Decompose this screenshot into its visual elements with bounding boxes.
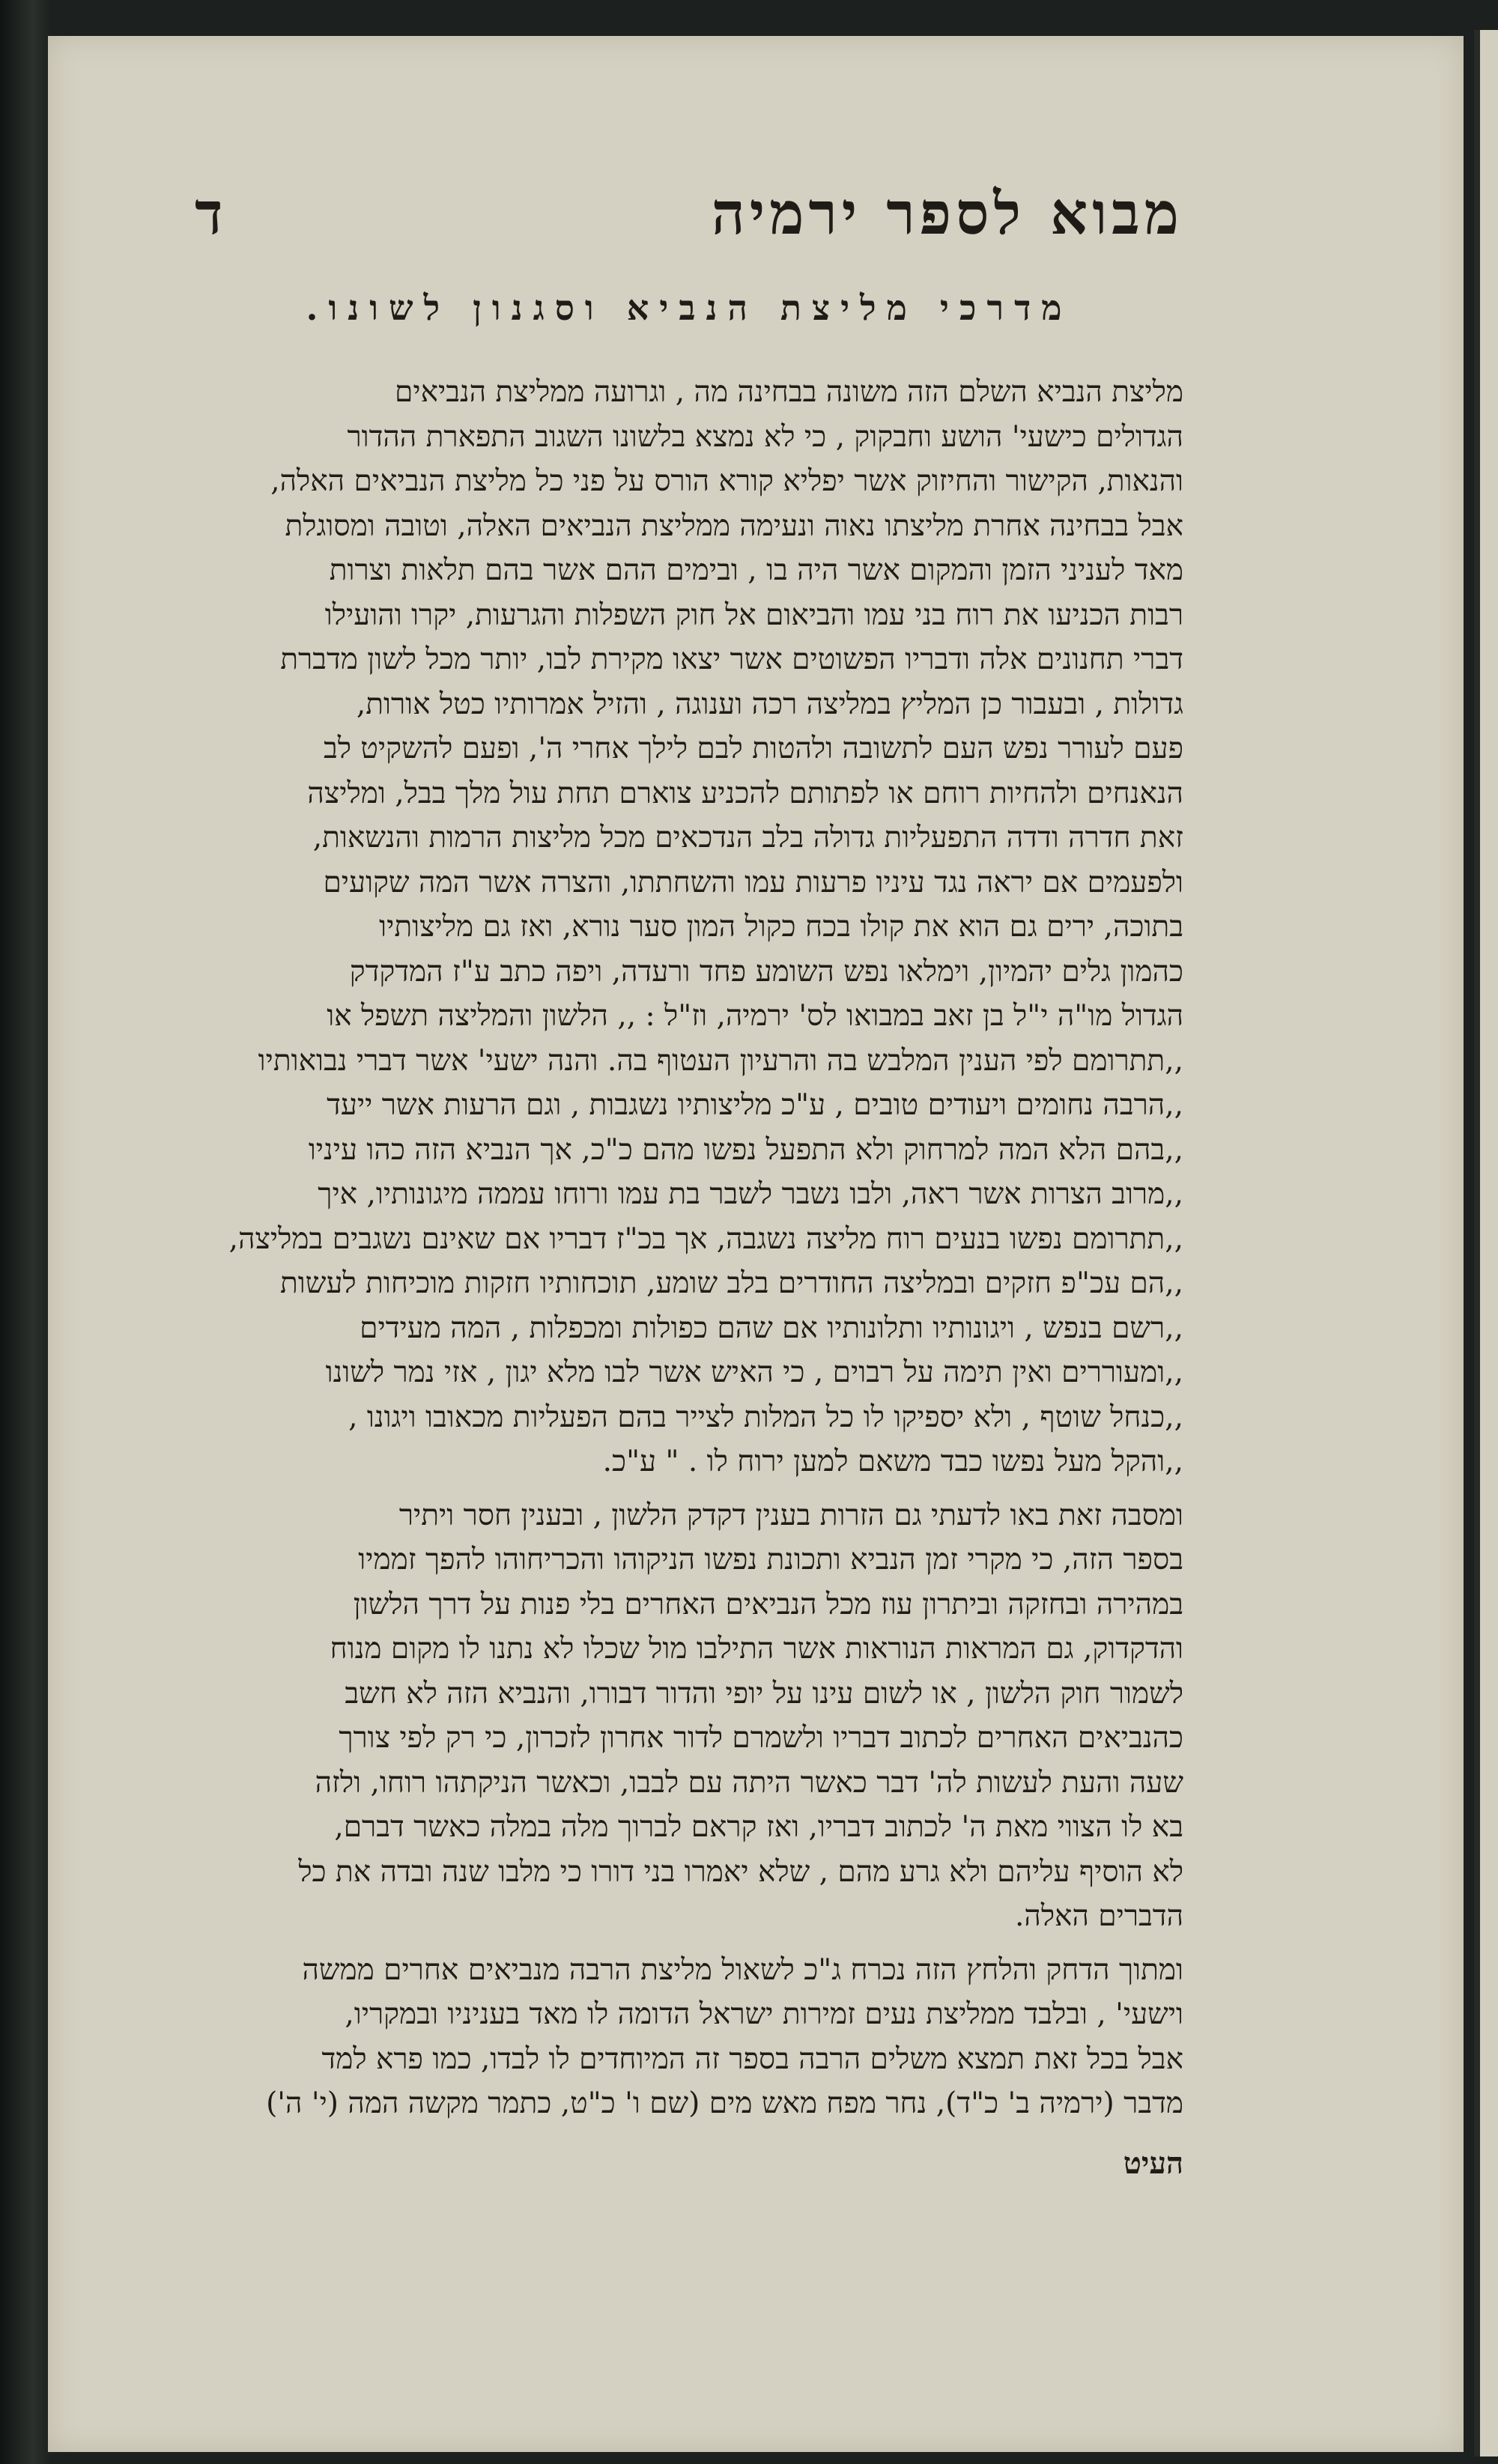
text-line: ,,תתרומם נפשו בנעים רוח מליצה נשגבה, אך בכ"ז דבריו אם שאינם נשגבים במליצה, — [228, 1222, 1183, 1256]
text-line: בספר הזה, כי מקרי זמן הנביא ותכונת נפשו הניקוהו והכריחוהו להפך זממיו — [358, 1543, 1183, 1577]
paragraph — [195, 370, 1183, 1484]
text-line: מליצת הנביא השלם הזה משונה בבחינה מה , וגרועה ממליצת הנביאים — [395, 375, 1183, 409]
adjacent-page-edge — [1474, 30, 1498, 2457]
text-line: והנאות, הקישור והחיזוק אשר יפליא קורא הורס על פני כל מליצת הנביאים האלה, — [270, 464, 1183, 498]
text-line: ומסבה זאת באו לדעתי גם הזרות בענין דקדק הלשון , ובענין חסר ויתיר — [398, 1498, 1183, 1532]
text-line: הנאנחים ולהחיות רוחם או לפתותם להכניע צוארם תחת עול מלך בבל, ומליצה — [307, 776, 1183, 810]
text-line: ,,בהם הלא המה למרחוק ולא התפעל נפשו מהם כ"כ, אך הנביא הזה כהו עיניו — [308, 1132, 1183, 1167]
text-line: וישעי' , ובלבד ממליצת נעים זמירות ישראל הדומה לו מאד בעניניו ובמקריו, — [345, 1997, 1183, 2031]
text-line: ומתוך הדחק והלחץ הזה נכרח ג"כ לשאול מליצת הרבה מנביאים אחרים ממשה — [302, 1952, 1183, 1987]
page-number-letter: ד — [195, 179, 223, 248]
text-line: ,,הם עכ"פ חזקים ובמליצה החודרים בלב שומע, תוכחותיו חזקות מוכיחות לעשות — [279, 1266, 1183, 1300]
text-line: פעם לעורר נפש העם לתשובה ולהטות לבם לילך אחרי ה', ופעם להשקיט לב — [323, 732, 1183, 765]
text-line: אבל בבחינה אחרת מליצתו נאוה ונעימה ממליצת הנביאים האלה, וטובה ומסוגלת — [285, 509, 1183, 543]
paragraph — [195, 1493, 1183, 1939]
text-line: הדברים האלה. — [1014, 1899, 1183, 1933]
text-line: הגדול מו"ה י"ל בן זאב במבואו לס' ירמיה, וז"ל : ,, הלשון והמליצה תשפל או — [327, 999, 1183, 1033]
page-title: מבוא לספר ירמיה — [711, 179, 1183, 248]
body-text — [195, 370, 1183, 2126]
text-line: מאד לעניני הזמן והמקום אשר היה בו , ובימים ההם אשר בהם תלאות וצרות — [329, 553, 1183, 587]
catchword: העיט — [1123, 2145, 1183, 2181]
text-line: ,,רשם בנפש , ויגונותיו ותלונותיו אם שהם כפולות ומכפלות , המה מעידים — [360, 1311, 1183, 1345]
text-line: זאת חדרה ודדה התפעליות גדולה בלב הנדכאים מכל מליצות הרמות והנשאות, — [312, 821, 1183, 855]
text-line: במהירה ובחזקה וביתרון עוז מכל הנביאים האחרים בלי פנות על דרך הלשון — [353, 1587, 1183, 1621]
text-line: אבל בכל זאת תמצא משלים הרבה בספר זה המיוחדים לו לבדו, כמו פרא למד — [321, 2042, 1183, 2076]
text-line: ולפעמים אם יראה נגד עיניו פרעות עמו והשחתתו, והצרה אשר המה שקועים — [323, 865, 1183, 899]
text-line: גדולות , ובעבור כן המליץ במליצה רכה וענוגה , והזיל אמרותיו כטל אורות, — [356, 687, 1183, 721]
text-line: בא לו הצווי מאת ה' לכתוב דבריו, ואז קראם לברוך מלה במלה כאשר דברם, — [334, 1810, 1183, 1844]
page-content — [195, 157, 1183, 2359]
text-line: והדקדוק, גם המראות הנוראות אשר התילבו מול שכלו לא נתנו לו מקום מנוח — [330, 1632, 1183, 1666]
text-line: ,,תתרומם לפי הענין המלבש בה והרעיון העטוף בה. והנה ישעי' אשר דברי נבואותיו — [258, 1043, 1183, 1078]
text-line: בתוכה, ירים גם הוא את קולו בכח כקול המון סער נורא, ואז גם מליצותיו — [379, 910, 1183, 944]
paragraph — [195, 1948, 1183, 2126]
text-line: לשמור חוק הלשון , או לשום עינו על יופי והדור דבורו, והנביא הזה לא חשב — [345, 1676, 1183, 1711]
text-line: רבות הכניעו את רוח בני עמו והביאום אל חוק השפלות והגרעות, יקרו והועילו — [324, 598, 1183, 632]
text-line: דברי תחנונים אלה ודבריו הפשוטים אשר יצאו מקירת לבו, יותר מכל לשון מדברת — [280, 643, 1183, 676]
text-line: ,,מרוב הצרות אשר ראה, ולבו נשבר לשבר בת עמו ורוחו עממה מיגונותיו, איך — [318, 1177, 1183, 1211]
text-line: מדבר (ירמיה ב' כ"ד), נחר מפח מאש מים (שם ו' כ"ט, כתמר מקשה המה (י' ה') — [266, 2087, 1183, 2120]
running-head — [195, 157, 1183, 270]
text-line: ,,הרבה נחומים ויעודים טובים , ע"כ מליצותיו נשגבות , וגם הרעות אשר ייעד — [327, 1088, 1183, 1122]
text-line: ,,והקל מעל נפשו כבד משאם למען ירוח לו . " ע"כ. — [602, 1445, 1183, 1478]
text-line: לא הוסיף עליהם ולא גרע מהם , שלא יאמרו בני דורו כי מלבו שנה ובדה את כל — [298, 1854, 1183, 1889]
text-line: כהמון גלים יהמיון, וימלאו נפש השומע פחד ורעדה, ויפה כתב ע"ז המדקדק — [349, 954, 1183, 989]
text-line: הגדולים כישעי' הושע וחבקוק , כי לא נמצא בלשונו השגוב התפארת ההדור — [347, 419, 1183, 454]
text-line: שעה והעת לעשות לה' דבר כאשר היתה עם לבבו, וכאשר הניקתהו רוחו, ולזה — [315, 1765, 1183, 1800]
section-title: מדרכי מליצת הנביא וסגנון לשונו. — [306, 288, 1073, 328]
text-line: ,,ומעוררים ואין תימה על רבוים , כי האיש אשר לבו מלא יגון , אזי נמר לשונו — [325, 1356, 1183, 1389]
text-line: כהנביאים האחרים לכתוב דבריו ולשמרם לדור אחרון לזכרון, כי רק לפי צורך — [339, 1721, 1183, 1755]
text-line: ,,כנחל שוטף , ולא יספיקו לו כל המלות לצייר בהם הפעליות מכאובו ויגונו , — [348, 1400, 1183, 1434]
